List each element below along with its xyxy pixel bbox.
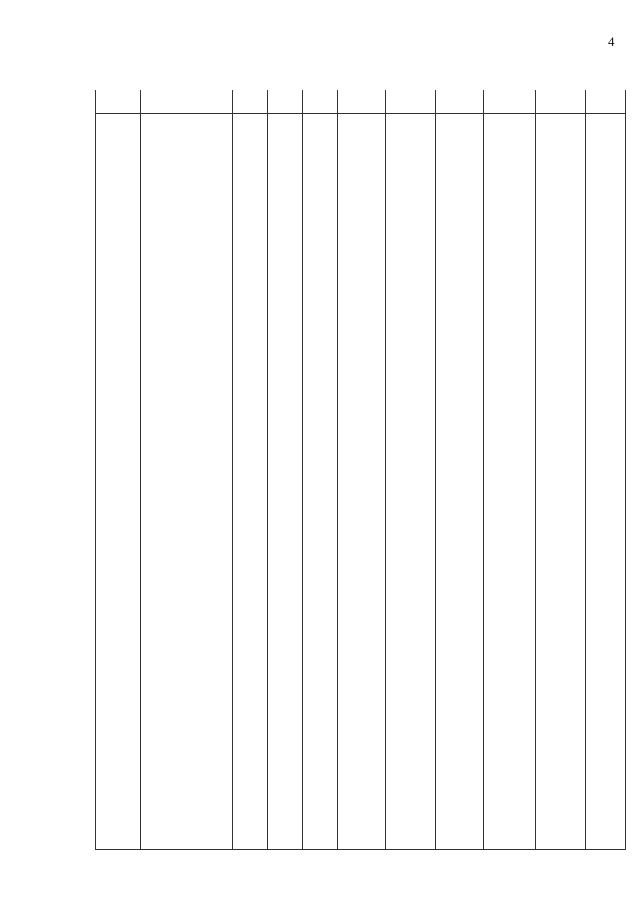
table-border-line [95, 90, 96, 850]
column-separator-line [585, 90, 586, 850]
column-separator-line [535, 90, 536, 850]
budget-table [95, 90, 525, 850]
column-separator-line [337, 90, 338, 850]
table-left-line [95, 849, 625, 850]
column-separator-line [385, 90, 386, 850]
column-separator-line [140, 90, 141, 850]
column-separator-line [267, 90, 268, 850]
column-separator-line [302, 90, 303, 850]
column-separator-line [483, 90, 484, 850]
column-separator-line [625, 90, 626, 850]
header-bottom-line [95, 113, 625, 114]
column-separator-line [435, 90, 436, 850]
column-separator-line [232, 90, 233, 850]
page-number: 4 [608, 34, 615, 49]
